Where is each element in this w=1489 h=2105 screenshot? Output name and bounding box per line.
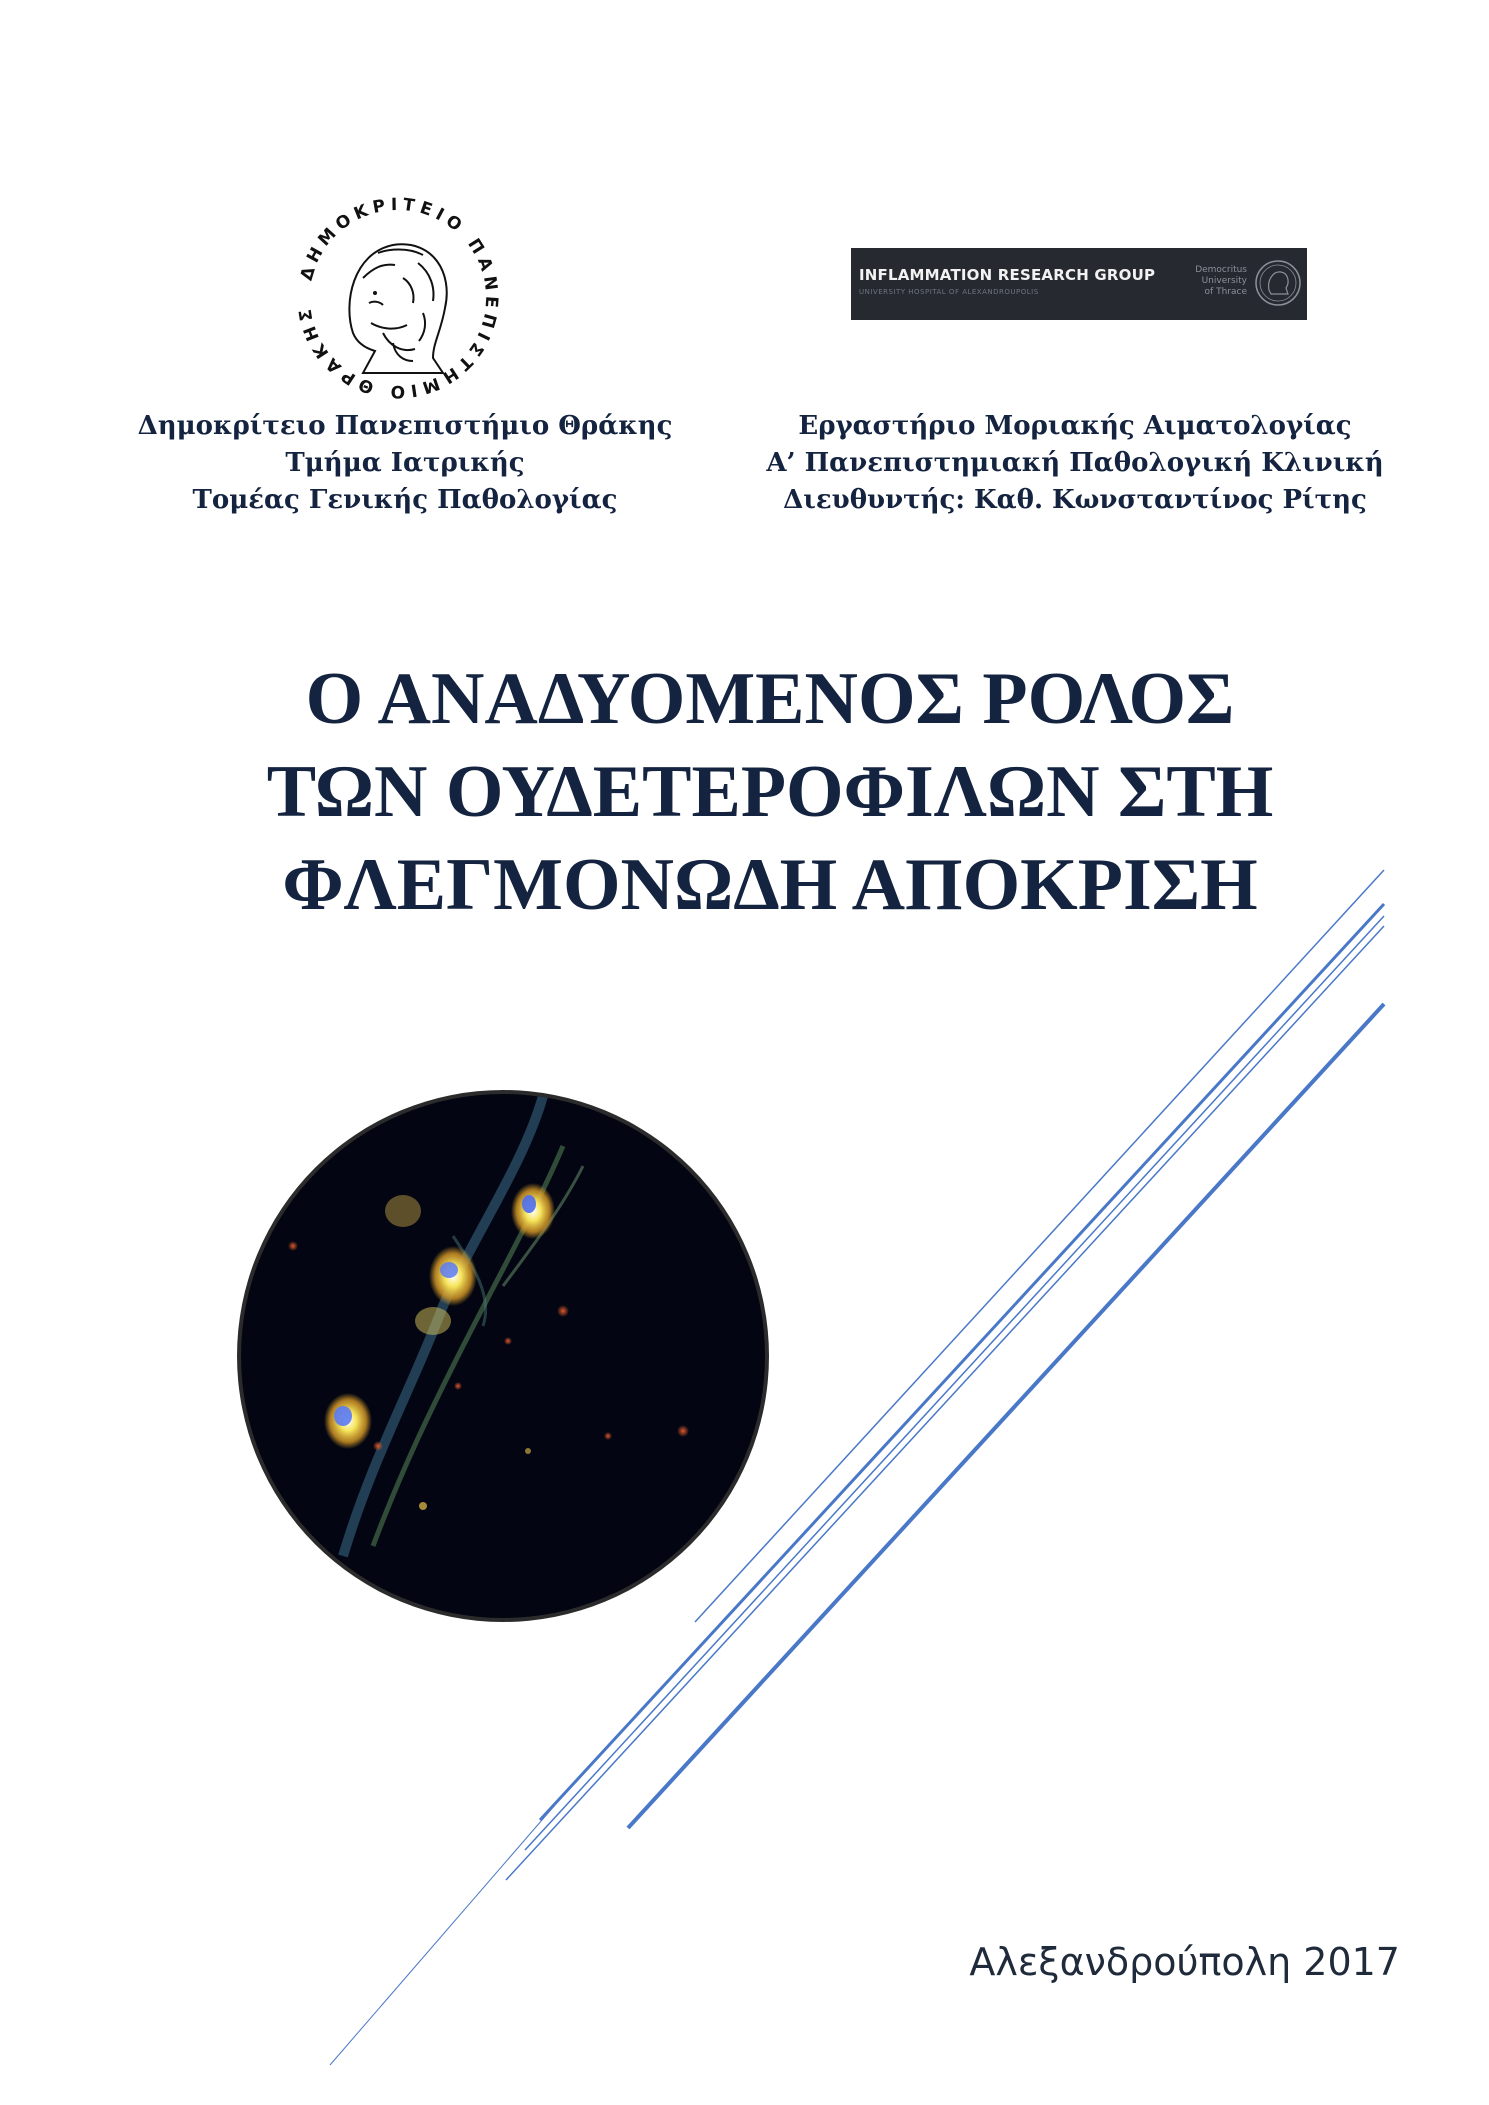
affiliation-left xyxy=(130,408,680,519)
affiliation-left-line2: Τμήμα Ιατρικής xyxy=(285,448,525,478)
seal-text: ΔΗΜΟΚΡΙΤΕΙΟ ΠΑΝΕΠΙΣΤΗΜΙΟ ΘΡΑΚΗΣ xyxy=(294,194,502,402)
affiliation-left-line3: Τομέας Γενικής Παθολογίας xyxy=(192,485,618,515)
duth-line3: of Thrace xyxy=(1204,287,1247,297)
diagonal-line xyxy=(695,870,1384,1622)
title-line2: ΤΩΝ ΟΥΔΕΤΕΡΟΦΙΛΩΝ ΣΤΗ xyxy=(266,751,1274,833)
affiliation-right xyxy=(760,408,1390,519)
duth-line1: Democritus xyxy=(1195,265,1247,275)
diagonal-line xyxy=(330,1805,555,2065)
duth-line2: University xyxy=(1201,276,1247,286)
university-seal-icon xyxy=(283,183,513,413)
inflammation-research-group-banner xyxy=(851,248,1307,320)
democritus-emblem-icon xyxy=(1253,258,1303,308)
svg-text:ΔΗΜΟΚΡΙΤΕΙΟ ΠΑΝΕΠΙΣΤΗΜΙΟ ΘΡΑΚΗ xyxy=(295,195,501,401)
affiliation-left-line1: Δημοκρίτειο Πανεπιστήμιο Θράκης xyxy=(137,411,673,441)
duth-text xyxy=(1169,265,1247,298)
city-year: Αλεξανδρούπολη 2017 xyxy=(969,1940,1400,1984)
title-line3: ΦΛΕΓΜΟΝΩΔΗ ΑΠΟΚΡΙΣΗ xyxy=(282,844,1258,926)
irg-title: INFLAMMATION RESEARCH GROUP xyxy=(859,266,1156,284)
document-title xyxy=(190,653,1350,932)
title-line1: Ο ΑΝΑΔΥΟΜΕΝΟΣ ΡΟΛΟΣ xyxy=(305,658,1235,740)
affiliation-right-line3: Διευθυντής: Καθ. Κωνσταντίνος Ρίτης xyxy=(783,485,1367,515)
neutrophil-micrograph-image xyxy=(233,1086,773,1626)
irg-subtitle: UNIVERSITY HOSPITAL OF ALEXANDROUPOLIS xyxy=(859,288,1039,296)
affiliation-right-line2: Α’ Πανεπιστημιακή Παθολογική Κλινική xyxy=(766,448,1384,478)
affiliation-right-line1: Εργαστήριο Μοριακής Αιματολογίας xyxy=(798,411,1352,441)
